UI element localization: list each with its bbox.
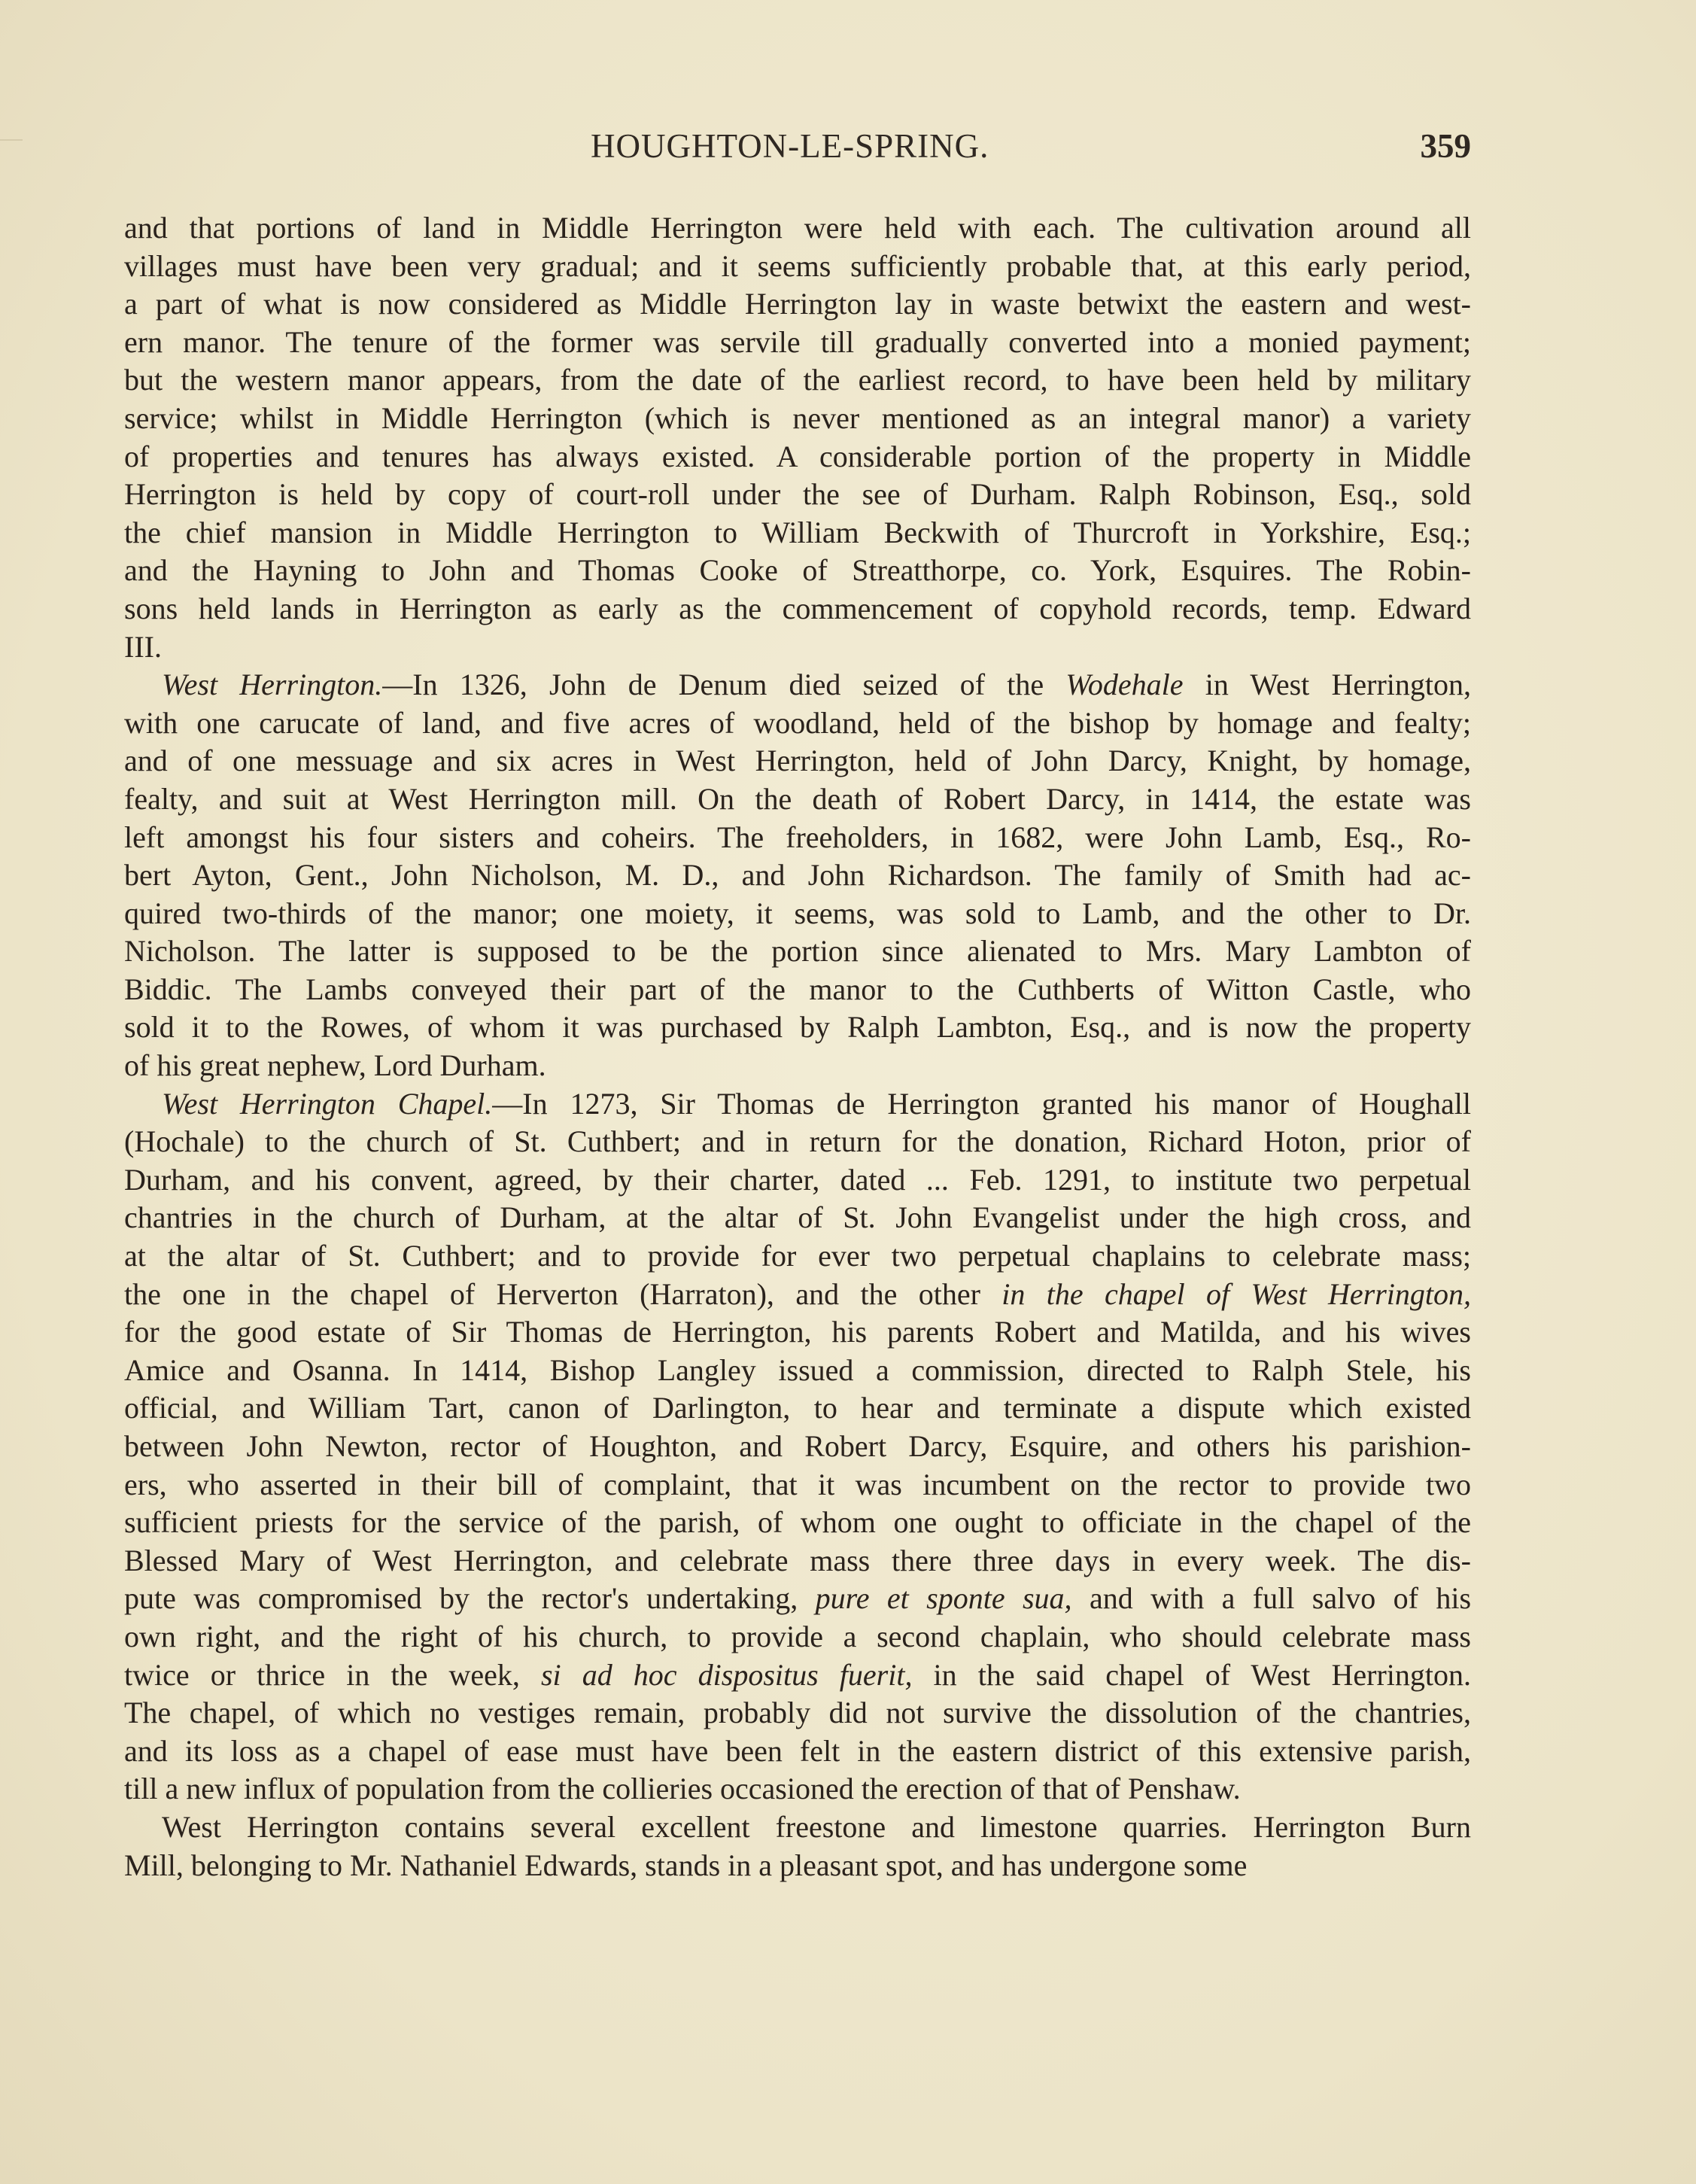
text-segment: The chapel, of which no vestiges remain, probably did not survive the dissolution of the chantries,	[124, 1696, 1471, 1730]
text-segment: and the Hayning to John and Thomas Cooke of Streatthorpe, co. York, Esquires. The Robin-	[124, 553, 1471, 588]
text-segment: and its loss as a chapel of ease must have been felt in the eastern district of this extensive parish,	[124, 1733, 1471, 1768]
text-segment: at the altar of St. Cuthbert; and to provide for ever two perpetual chaplains to celebrate mass;	[124, 1239, 1471, 1273]
text-segment: but the western manor appears, from the date of the earliest record, to have been held by military	[124, 363, 1471, 397]
text-line	[124, 209, 1471, 248]
text-segment: ern manor. The tenure of the former was servile till gradually converted into a monied payment;	[124, 324, 1471, 359]
text-line	[124, 1352, 1471, 1390]
text-segment: and that portions of land in Middle Herrington were held with each. The cultivation around all	[124, 211, 1471, 245]
italic-text: pure et sponte sua,	[815, 1581, 1072, 1616]
italic-text: Wodehale	[1065, 668, 1184, 702]
text-segment: villages must have been very gradual; and it seems sufficiently probable that, at this early period,	[124, 248, 1471, 283]
text-line	[124, 1123, 1471, 1161]
text-segment: Amice and Osanna. In 1414, Bishop Langley issued a commission, directed to Ralph Stele, his	[124, 1352, 1471, 1387]
paragraph	[124, 1085, 1471, 1808]
text-segment: sons held lands in Herrington as early as the commencement of copyhold records, temp. Edward	[124, 591, 1471, 625]
margin-mark	[0, 139, 23, 141]
text-segment: and of one messuage and six acres in West Herrington, held of John Darcy, Knight, by homage,	[124, 744, 1471, 778]
text-segment: and with a full salvo of his	[1071, 1581, 1472, 1616]
text-line	[124, 476, 1471, 514]
page-header	[124, 126, 1471, 172]
text-segment: —In 1326, John de Denum died seized of the	[382, 668, 1066, 702]
text-line	[124, 324, 1471, 362]
text-line	[124, 1618, 1471, 1656]
text-line	[124, 1694, 1471, 1732]
text-segment: sufficient priests for the service of the parish, of whom one ought to officiate in the chapel of the	[124, 1505, 1471, 1540]
text-segment: the one in the chapel of Herverton (Harraton), and the other	[124, 1276, 1002, 1311]
text-line	[124, 666, 1471, 704]
text-segment: with one carucate of land, and five acres of woodland, held of the bishop by homage and fealty;	[124, 705, 1471, 740]
text-line	[124, 1542, 1471, 1580]
text-line	[124, 248, 1471, 286]
text-segment: bert Ayton, Gent., John Nicholson, M. D., and John Richardson. The family of Smith had ac-	[124, 858, 1471, 893]
text-line	[124, 971, 1471, 1009]
text-segment: pute was compromised by the rector's undertaking,	[124, 1581, 816, 1616]
text-line	[124, 1504, 1471, 1542]
text-segment: Durham, and his convent, agreed, by their charter, dated ... Feb. 1291, to institute two perpetual	[124, 1162, 1471, 1197]
text-segment: ers, who asserted in their bill of complaint, that it was incumbent on the rector to provide two	[124, 1467, 1471, 1501]
text-segment: Herrington is held by copy of court-roll under the see of Durham. Ralph Robinson, Esq., sold	[124, 477, 1471, 512]
text-segment: Mill, belonging to Mr. Nathaniel Edwards, stands in a pleasant spot, and has undergone some	[124, 1848, 1248, 1882]
text-line	[124, 932, 1471, 971]
text-segment: of his great nephew, Lord Durham.	[124, 1048, 546, 1083]
text-line	[124, 514, 1471, 552]
text-line	[124, 1428, 1471, 1466]
text-segment: for the good estate of Sir Thomas de Herrington, his parents Robert and Matilda, and his wives	[124, 1315, 1471, 1349]
text-segment: the chief mansion in Middle Herrington to William Beckwith of Thurcroft in Yorkshire, Esq.;	[124, 515, 1471, 549]
text-line	[124, 704, 1471, 743]
paragraph	[124, 1808, 1471, 1884]
text-segment: service; whilst in Middle Herrington (which is never mentioned as an integral manor) a variety	[124, 400, 1471, 435]
text-line	[124, 1466, 1471, 1504]
body-text	[124, 209, 1471, 1884]
text-line	[124, 438, 1471, 476]
text-segment: Blessed Mary of West Herrington, and celebrate mass there three days in every week. The dis-	[124, 1543, 1471, 1577]
text-line	[124, 1389, 1471, 1428]
text-segment: own right, and the right of his church, to provide a second chaplain, who should celebrate mass	[124, 1619, 1471, 1653]
text-line	[124, 1808, 1471, 1847]
text-segment: in the said chapel of West Herrington.	[912, 1657, 1471, 1692]
running-title: HOUGHTON-LE-SPRING.	[591, 127, 989, 165]
text-segment: fealty, and suit at West Herrington mill. On the death of Robert Darcy, in 1414, the estate was	[124, 781, 1471, 816]
text-line	[124, 1237, 1471, 1276]
text-segment: twice or thrice in the week,	[124, 1657, 541, 1692]
text-segment: left amongst his four sisters and coheirs. The freeholders, in 1682, were John Lamb, Esq., Ro-	[124, 820, 1471, 854]
text-line	[124, 1770, 1471, 1808]
text-line	[124, 1199, 1471, 1237]
text-line	[124, 856, 1471, 895]
text-line	[124, 1276, 1471, 1314]
text-line	[124, 1732, 1471, 1771]
text-segment: sold it to the Rowes, of whom it was purchased by Ralph Lambton, Esq., and is now the property	[124, 1010, 1471, 1045]
text-segment: quired two-thirds of the manor; one moiety, it seems, was sold to Lamb, and the other to Dr.	[124, 896, 1471, 930]
text-line	[124, 780, 1471, 819]
text-segment: III.	[124, 629, 162, 664]
text-segment: of properties and tenures has always existed. A considerable portion of the property in Middle	[124, 439, 1471, 473]
text-line	[124, 590, 1471, 628]
text-line	[124, 1008, 1471, 1047]
text-line	[124, 742, 1471, 780]
italic-text: si ad hoc dispositus fuerit,	[540, 1657, 913, 1692]
text-line	[124, 1313, 1471, 1352]
text-segment: official, and William Tart, canon of Darlington, to hear and terminate a dispute which existed	[124, 1391, 1471, 1425]
italic-text: West Herrington.	[162, 668, 383, 702]
text-line	[124, 1047, 1471, 1085]
text-line	[124, 1847, 1471, 1885]
text-segment: between John Newton, rector of Houghton, and Robert Darcy, Esquire, and others his parishion-	[124, 1429, 1471, 1463]
page-number: 359	[1420, 127, 1471, 165]
text-line	[124, 628, 1471, 667]
text-line	[124, 552, 1471, 590]
text-segment: West Herrington contains several excellent freestone and limestone quarries. Herrington Burn	[162, 1809, 1471, 1844]
text-segment: Biddic. The Lambs conveyed their part of the manor to the Cuthberts of Witton Castle, who	[124, 972, 1471, 1006]
paragraph	[124, 209, 1471, 666]
text-segment: a part of what is now considered as Middle Herrington lay in waste betwixt the eastern and west-	[124, 287, 1471, 321]
text-line	[124, 1161, 1471, 1200]
paragraph	[124, 666, 1471, 1085]
text-line	[124, 1580, 1471, 1618]
text-segment: Nicholson. The latter is supposed to be the portion since alienated to Mrs. Mary Lambton of	[124, 934, 1471, 969]
text-line	[124, 1085, 1471, 1124]
text-line	[124, 285, 1471, 324]
italic-text: in the chapel of West Herrington,	[1001, 1276, 1472, 1311]
italic-text: West Herrington Chapel.	[162, 1086, 493, 1121]
text-segment: in West Herrington,	[1183, 668, 1471, 702]
text-segment: till a new influx of population from the collieries occasioned the erection of that of Penshaw.	[124, 1772, 1241, 1806]
text-line	[124, 400, 1471, 438]
text-segment: chantries in the church of Durham, at the altar of St. John Evangelist under the high cross, and	[124, 1200, 1471, 1235]
text-line	[124, 1656, 1471, 1695]
text-segment: (Hochale) to the church of St. Cuthbert; and in return for the donation, Richard Hoton, prior of	[124, 1124, 1471, 1159]
text-line	[124, 361, 1471, 400]
text-segment: —In 1273, Sir Thomas de Herrington granted his manor of Houghall	[492, 1086, 1471, 1121]
text-line	[124, 819, 1471, 857]
text-line	[124, 895, 1471, 933]
